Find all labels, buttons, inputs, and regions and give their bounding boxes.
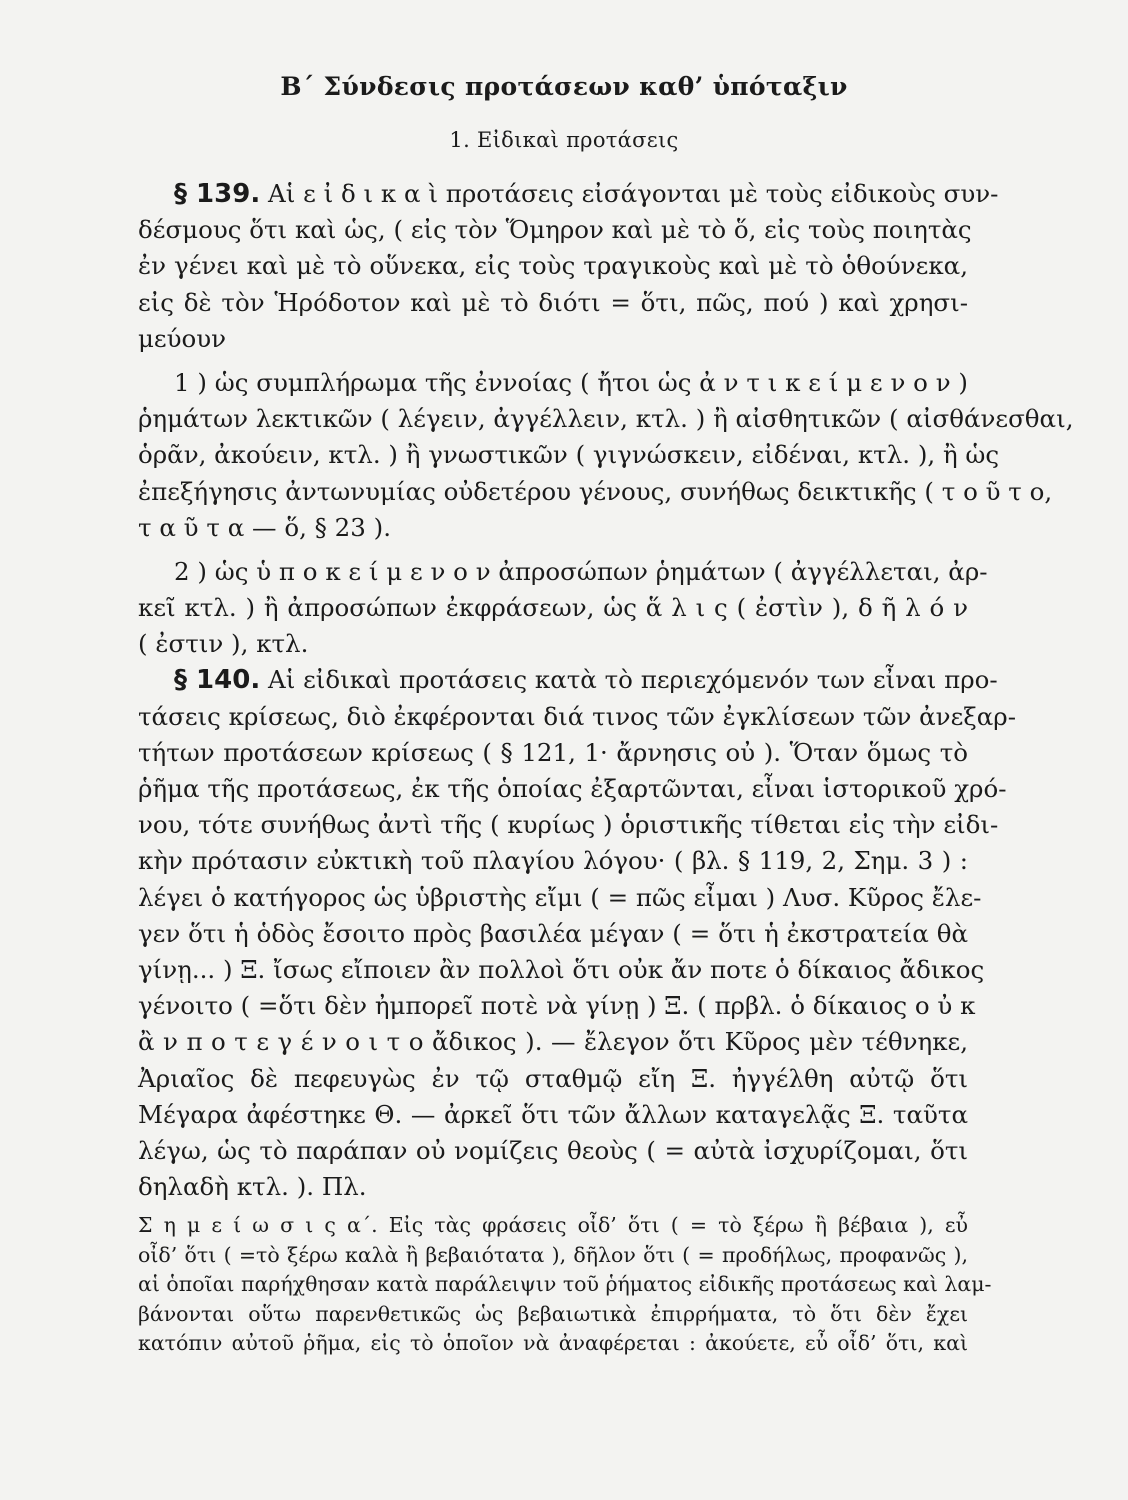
- section-number: § 139.: [174, 179, 261, 209]
- text-line: κὴν πρότασιν εὐκτικὴ τοῦ πλαγίου λόγου· ( βλ. § 119, 2, Σημ. 3 ) :: [138, 846, 968, 876]
- text-line: τ α ῦ τ α — ὅ, § 23 ).: [138, 512, 391, 542]
- text-line: δέσμους ὅτι καὶ ὡς, ( εἰς τὸν Ὅμηρον καὶ μὲ τὸ ὅ, εἰς τοὺς ποιητὰς: [138, 215, 972, 245]
- note-line: Σ η μ ε ί ω σ ι ς α΄. Εἰς τὰς φράσεις οἶδ’ ὅτι ( = τὸ ξέρω ἢ βέβαια ), εὖ: [138, 1213, 968, 1238]
- section-140: [138, 662, 1016, 1205]
- text-line: Μέγαρα ἀφέστηκε Θ. — ἀρκεῖ ὅτι τῶν ἄλλων καταγελᾷς Ξ. ταῦτα: [138, 1099, 968, 1129]
- text-line: ῥημάτων λεκτικῶν ( λέγειν, ἀγγέλλειν, κτλ. ) ἢ αἰσθητικῶν ( αἰσθάνεσθαι,: [138, 404, 1074, 434]
- text-line: ὁρᾶν, ἀκούειν, κτλ. ) ἢ γνωστικῶν ( γιγνώσκειν, εἰδέναι, κτλ. ), ἢ ὡς: [138, 440, 1000, 470]
- page-body: [138, 176, 1074, 1359]
- text-line: § 140. Αἱ εἰδικαὶ προτάσεις κατὰ τὸ περιεχόμενόν των εἶναι προ-: [174, 665, 998, 696]
- note-line: κατόπιν αὐτοῦ ῥῆμα, εἰς τὸ ὁποῖον νὰ ἀναφέρεται : ἀκούετε, εὖ οἶδ’ ὅτι, καὶ: [138, 1331, 968, 1356]
- note-line: αἱ ὁποῖαι παρήχθησαν κατὰ παράλειψιν τοῦ ῥήματος εἰδικῆς προτάσεως καὶ λαμ-: [138, 1272, 992, 1297]
- text-line: γίνῃ... ) Ξ. ἴσως εἴποιεν ἂν πολλοὶ ὅτι οὐκ ἄν ποτε ὁ δίκαιος ἄδικος: [138, 954, 985, 984]
- text-line: κεῖ κτλ. ) ἢ ἀπροσώπων ἐκφράσεων, ὡς ἅ λ ι ς ( ἐστὶν ), δ ῆ λ ό ν: [138, 593, 968, 623]
- text-line: 2 ) ὡς ὑ π ο κ ε ί μ ε ν ο ν ἀπροσώπων ῥημάτων ( ἀγγέλλεται, ἀρ-: [174, 556, 988, 586]
- text-line: ἂ ν π ο τ ε γ έ ν ο ι τ ο ἄδικος ). — ἔλεγον ὅτι Κῦρος μὲν τέθνηκε,: [138, 1027, 968, 1057]
- text-line: τήτων προτάσεων κρίσεως ( § 121, 1· ἄρνησις οὐ ). Ὅταν ὅμως τὸ: [138, 737, 968, 767]
- note-line: βάνονται οὕτω παρενθετικῶς ὡς βεβαιωτικὰ ἐπιρρήματα, τὸ ὅτι δὲν ἔχει: [138, 1301, 968, 1326]
- section-subtitle: 1. Εἰδικαὶ προτάσεις: [449, 128, 679, 152]
- text-line: 1 ) ὡς συμπλήρωμα τῆς ἐννοίας ( ἤτοι ὡς ἀ ν τ ι κ ε ί μ ε ν ο ν ): [174, 367, 968, 397]
- text-line: νου, τότε συνήθως ἀντὶ τῆς ( κυρίως ) ὁριστικῆς τίθεται εἰς τὴν εἰδι-: [138, 810, 999, 840]
- text-line: § 139. Αἱ ε ἰ δ ι κ α ὶ προτάσεις εἰσάγονται μὲ τοὺς εἰδικοὺς συν-: [174, 179, 999, 209]
- note-alpha: [138, 1211, 992, 1359]
- chapter-title: Β΄ Σύνδεσις προτάσεων καθ’ ὑπόταξιν: [280, 72, 848, 101]
- text-line: Ἀριαῖος δὲ πεφευγὼς ἐν τῷ σταθμῷ εἴη Ξ. ἠγγέλθη αὐτῷ ὅτι: [138, 1063, 968, 1093]
- section-139: [138, 176, 1074, 662]
- note-line: οἶδ’ ὅτι ( =τὸ ξέρω καλὰ ἢ βεβαιότατα ), δῆλον ὅτι ( = προδήλως, προφανῶς ),: [138, 1242, 968, 1267]
- text-line: γεν ὅτι ἡ ὁδὸς ἔσοιτο πρὸς βασιλέα μέγαν ( = ὅτι ἡ ἐκστρατεία θὰ: [138, 918, 968, 948]
- text-line: δηλαδὴ κτλ. ). Πλ.: [138, 1172, 367, 1202]
- text-line: τάσεις κρίσεως, διὸ ἐκφέρονται διά τινος τῶν ἐγκλίσεων τῶν ἀνεξαρ-: [138, 701, 1016, 731]
- text-line: ἐπεξήγησις ἀντωνυμίας οὐδετέρου γένους, συνήθως δεικτικῆς ( τ ο ῦ τ ο,: [138, 476, 1053, 506]
- text-line: λέγει ὁ κατήγορος ὡς ὑβριστὴς εἴμι ( = πῶς εἶμαι ) Λυσ. Κῦρος ἔλε-: [138, 882, 982, 912]
- text-line: μεύουν: [138, 323, 227, 353]
- text-line: λέγω, ὡς τὸ παράπαν οὐ νομίζεις θεοὺς ( = αὐτὰ ἰσχυρίζομαι, ὅτι: [138, 1135, 968, 1165]
- section-number: § 140.: [174, 665, 261, 696]
- text-line: ἐν γένει καὶ μὲ τὸ οὕνεκα, εἰς τοὺς τραγικοὺς καὶ μὲ τὸ ὁθούνεκα,: [138, 251, 968, 281]
- text-line: ῥῆμα τῆς προτάσεως, ἐκ τῆς ὁποίας ἐξαρτῶνται, εἶναι ἱστορικοῦ χρό-: [138, 774, 1007, 803]
- text-line: ( ἐστιν ), κτλ.: [138, 629, 309, 659]
- text-line: εἰς δὲ τὸν Ἡρόδοτον καὶ μὲ τὸ διότι = ὅτι, πῶς, πού ) καὶ χρησι-: [138, 287, 968, 317]
- text-line: γένοιτο ( =ὅτι δὲν ἠμπορεῖ ποτὲ νὰ γίνῃ ) Ξ. ( πρβλ. ὁ δίκαιος ο ὐ κ: [138, 991, 976, 1021]
